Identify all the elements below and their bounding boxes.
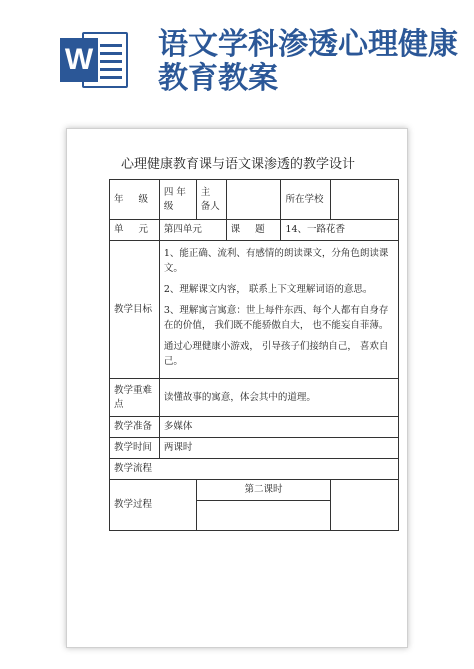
time-label: 教学时间: [110, 438, 160, 459]
lesson-label: 课 题: [226, 220, 281, 241]
grade-value: 四 年级: [159, 180, 196, 220]
process-header: 第二课时: [196, 480, 331, 501]
preparation-label: 教学准备: [110, 417, 160, 438]
goals-label: 教学目标: [110, 241, 160, 379]
key-points-label: 教学重难点: [110, 379, 160, 417]
header-banner: [0, 0, 474, 110]
flow-label: 教学流程: [110, 459, 399, 480]
time-value: 两课时: [159, 438, 398, 459]
unit-label: 单 元: [110, 220, 160, 241]
grade-label: 年 级: [110, 180, 160, 220]
unit-value: 第四单元: [159, 220, 226, 241]
lesson-plan-table: [109, 179, 399, 531]
goals-content: [159, 241, 398, 379]
goal-item: 通过心理健康小游戏， 引导孩子们接纳自己， 喜欢自己。: [163, 341, 389, 367]
goal-item: 1、能正确、流利、有感情的朗读课文，分角色朗读课文。: [163, 248, 389, 274]
goal-item: 2、理解课文内容， 联系上下文理解词语的意思。: [163, 284, 373, 295]
key-points-value: 读懂故事的寓意，体会其中的道理。: [159, 379, 398, 417]
document-title: 心理健康教育课与语文课渗透的教学设计: [120, 157, 355, 172]
preparer-label: 主 备人: [196, 180, 226, 220]
word-document-icon: [60, 30, 130, 90]
school-value: [331, 180, 399, 220]
word-icon-letter: W: [60, 38, 98, 82]
school-label: 所在学校: [281, 180, 331, 220]
process-side-cell: [331, 480, 399, 531]
document-page: [66, 128, 408, 648]
process-content: [196, 501, 331, 531]
lesson-value: 14、一路花香: [281, 220, 399, 241]
preparer-value: [226, 180, 281, 220]
banner-title: 语文学科渗透心理健康教育教案: [158, 27, 458, 96]
preparation-value: 多媒体: [159, 417, 398, 438]
goal-item: 3、理解寓言寓意：世上每件东西、每个人都有自身存在的价值， 我们既不能骄傲自大， 也不能妄自菲薄。: [163, 305, 389, 331]
process-label: 教学过程: [110, 480, 197, 531]
